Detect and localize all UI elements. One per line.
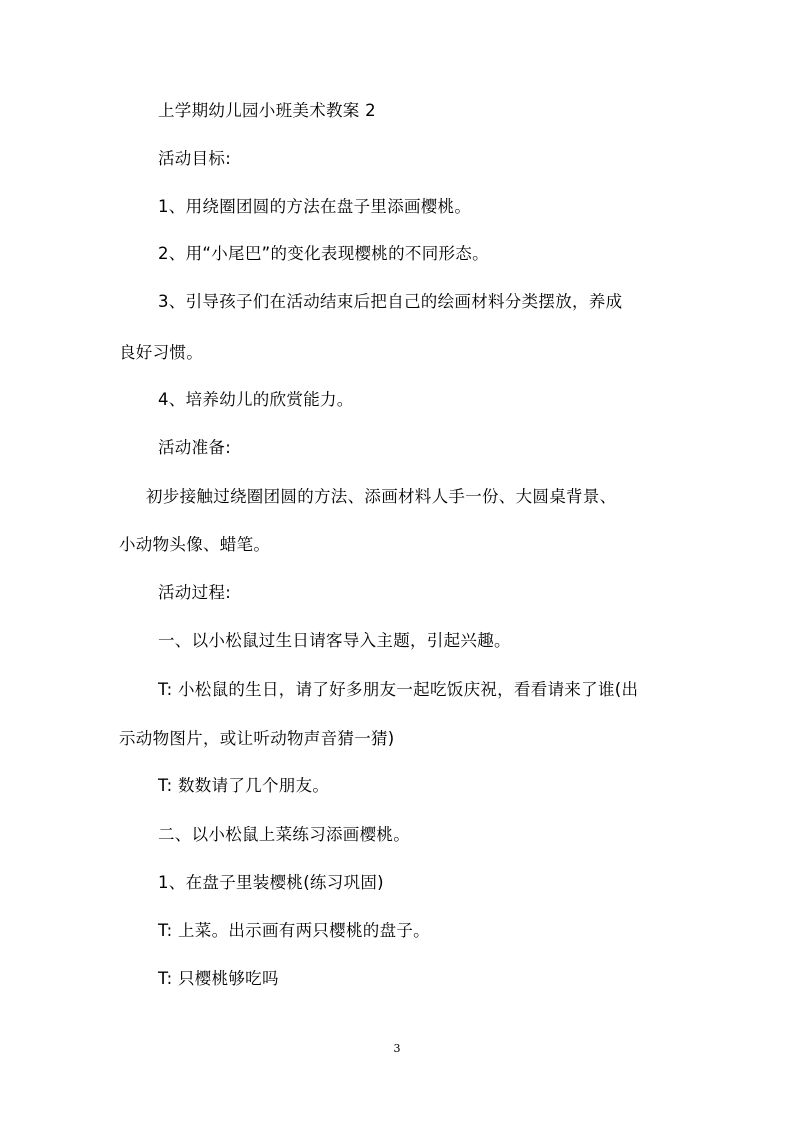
prep-heading: 活动准备: — [158, 438, 232, 457]
goal-2: 2、用“小尾巴”的变化表现樱桃的不同形态。 — [158, 244, 489, 263]
goal-3-line-1: 3、引导孩子们在活动结束后把自己的绘画材料分类摆放，养成 — [158, 292, 623, 311]
teacher-line-1a: T: 小松鼠的生日，请了好多朋友一起吃饭庆祝，看看请来了谁(出 — [158, 680, 639, 699]
goal-3-line-2: 良好习惯。 — [119, 343, 203, 362]
teacher-line-4: T: 只樱桃够吃吗 — [158, 969, 279, 988]
step-1: 一、以小松鼠过生日请客导入主题，引起兴趣。 — [158, 631, 511, 650]
teacher-line-1b: 示动物图片，或让听动物声音猜一猜) — [119, 729, 395, 748]
teacher-line-3: T: 上菜。出示画有两只樱桃的盘子。 — [158, 921, 430, 940]
document-title: 上学期幼儿园小班美术教案 2 — [158, 101, 376, 120]
teacher-line-2: T: 数数请了几个朋友。 — [158, 776, 330, 795]
prep-line-1: 初步接触过绕圈团圆的方法、添画材料人手一份、大圆桌背景、 — [146, 487, 617, 506]
prep-line-2: 小动物头像、蜡笔。 — [119, 535, 271, 554]
goal-1: 1、用绕圈团圆的方法在盘子里添画樱桃。 — [158, 197, 472, 216]
sub-step-1: 1、在盘子里装樱桃(练习巩固) — [158, 873, 384, 892]
goals-heading: 活动目标: — [158, 149, 232, 168]
step-2: 二、以小松鼠上菜练习添画樱桃。 — [158, 825, 410, 844]
process-heading: 活动过程: — [158, 583, 232, 602]
page-number: 3 — [393, 1042, 401, 1055]
goal-4: 4、培养幼儿的欣赏能力。 — [158, 390, 354, 409]
